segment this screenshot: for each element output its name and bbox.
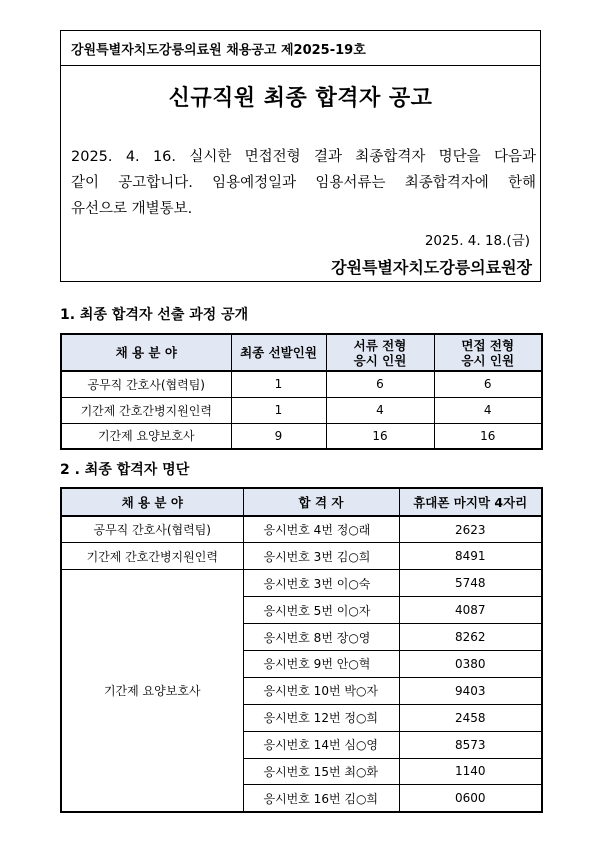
phone-last4-cell: 1140: [399, 758, 542, 785]
candidate-cell: 응시번호 16번 김○희: [243, 785, 399, 812]
phone-last4-cell: 8573: [399, 731, 542, 758]
candidate-cell: 응시번호 14번 심○영: [243, 731, 399, 758]
candidate-cell: 응시번호 3번 김○희: [243, 543, 399, 570]
notice-issuer: 강원특별자치도강릉의료원장: [331, 258, 532, 277]
phone-last4-cell: 0600: [399, 785, 542, 812]
notice-date: 2025. 4. 18.(금): [424, 233, 530, 249]
notice-body-line: 같이 공고합니다. 임용예정일과 임용서류는 최종합격자에 한해: [71, 175, 536, 191]
field-cell: 공무직 간호사(협력팀): [61, 516, 243, 543]
field-cell: 기간제 간호간병지원인력: [61, 397, 231, 423]
selected-count-cell: 1: [231, 371, 326, 397]
table-row: [61, 371, 542, 397]
final-candidates-table: [60, 487, 543, 813]
candidate-cell: 응시번호 8번 장○영: [243, 624, 399, 651]
phone-last4-cell: 9403: [399, 677, 542, 704]
table-header-row: [61, 488, 542, 516]
table-row: [61, 397, 542, 423]
phone-last4-cell: 8262: [399, 624, 542, 651]
phone-last4-cell: 2623: [399, 516, 542, 543]
notice-body-line: 유선으로 개별통보.: [71, 201, 193, 217]
selection-process-table: [60, 333, 543, 450]
candidate-cell: 응시번호 4번 정○래: [243, 516, 399, 543]
table-header-row: [61, 334, 542, 371]
notice-divider: [61, 65, 540, 66]
phone-last4-cell: 2458: [399, 704, 542, 731]
notice-body: [71, 144, 536, 222]
candidate-cell: 응시번호 15번 최○화: [243, 758, 399, 785]
header-candidate: 합 격 자: [243, 488, 399, 516]
notice-body-line: 2025. 4. 16. 실시한 면접전형 결과 최종합격자 명단을 다음과: [71, 149, 536, 165]
header-phone-last4: 휴대폰 마지막 4자리: [399, 488, 542, 516]
field-cell: 공무직 간호사(협력팀): [61, 371, 231, 397]
phone-last4-cell: 8491: [399, 543, 542, 570]
document-applicants-cell: 16: [326, 423, 434, 449]
field-cell: 기간제 간호간병지원인력: [61, 543, 243, 570]
section1-heading: 1. 최종 합격자 선출 과정 공개: [60, 307, 249, 323]
candidate-cell: 응시번호 5번 이○자: [243, 597, 399, 624]
table-row: [61, 423, 542, 449]
candidate-cell: 응시번호 10번 박○자: [243, 677, 399, 704]
candidate-cell: 응시번호 12번 정○희: [243, 704, 399, 731]
document-applicants-cell: 4: [326, 397, 434, 423]
interview-applicants-cell: 4: [434, 397, 542, 423]
selected-count-cell: 1: [231, 397, 326, 423]
candidate-cell: 응시번호 9번 안○혁: [243, 650, 399, 677]
phone-last4-cell: 5748: [399, 570, 542, 597]
document-applicants-cell: 6: [326, 371, 434, 397]
interview-applicants-cell: 6: [434, 371, 542, 397]
interview-applicants-cell: 16: [434, 423, 542, 449]
header-document-applicants: 서류 전형 응시 인원: [326, 334, 434, 371]
candidate-cell: 응시번호 3번 이○숙: [243, 570, 399, 597]
field-cell: 기간제 요양보호사: [61, 570, 243, 812]
header-selected-count: 최종 선발인원: [231, 334, 326, 371]
header-field: 채 용 분 야: [61, 488, 243, 516]
table-row: [61, 516, 542, 543]
notice-box: [60, 30, 541, 282]
table-row: [61, 543, 542, 570]
phone-last4-cell: 4087: [399, 597, 542, 624]
section2-heading: 2 . 최종 합격자 명단: [60, 462, 190, 478]
field-cell: 기간제 요양보호사: [61, 423, 231, 449]
phone-last4-cell: 0380: [399, 650, 542, 677]
header-interview-applicants: 면접 전형 응시 인원: [434, 334, 542, 371]
table-row: [61, 570, 542, 597]
notice-number: 강원특별자치도강릉의료원 채용공고 제2025-19호: [71, 43, 366, 58]
notice-title: 신규직원 최종 합격자 공고: [168, 86, 433, 111]
selected-count-cell: 9: [231, 423, 326, 449]
header-field: 채 용 분 야: [61, 334, 231, 371]
